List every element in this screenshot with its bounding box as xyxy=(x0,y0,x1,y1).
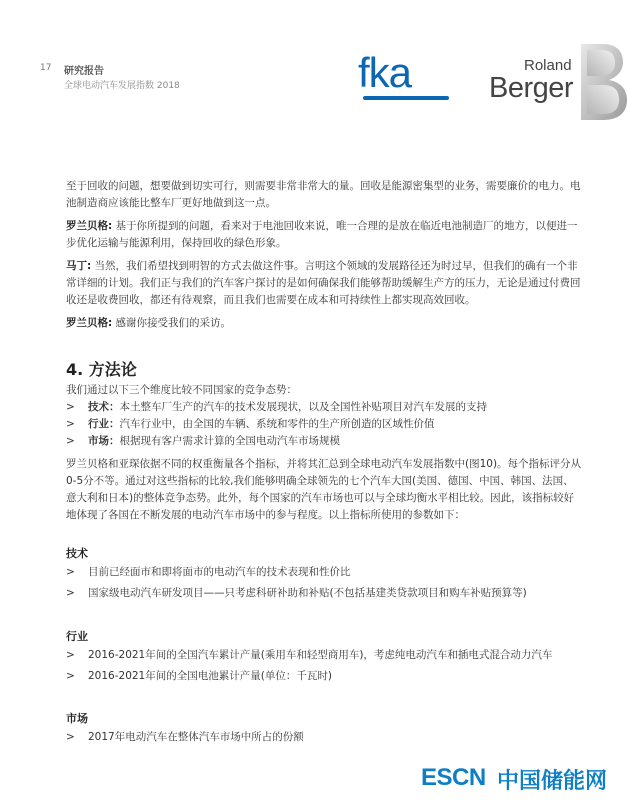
param-list-tech xyxy=(66,564,584,602)
param-item xyxy=(66,564,584,581)
dimension-term: 行业 xyxy=(88,418,109,430)
interview-paragraph xyxy=(66,178,584,212)
dimension-term: 技术 xyxy=(88,401,109,413)
report-label: 研究报告 xyxy=(64,66,104,77)
interview-paragraph: 罗兰贝格: 基于你所提到的问题，看来对于电池回收来说，唯一合理的是放在临近电池制造厂的地方，以便进一步优化运输与能源利用，保持回收的绿色形象。 xyxy=(66,220,578,249)
param-item xyxy=(66,668,584,685)
page-number: 17 xyxy=(40,63,52,73)
param-text: 2016-2021年间的全国汽车累计产量(乘用车和轻型商用车)，考虑纯电动汽车和插电式混合动力汽车 xyxy=(88,649,553,661)
roland-berger-b-icon xyxy=(581,44,627,120)
roland-berger-logo-line1: Roland xyxy=(524,57,572,74)
param-heading-market: 市场 xyxy=(66,712,88,725)
report-subtitle: 全球电动汽车发展指数 2018 xyxy=(64,81,180,91)
param-heading-industry: 行业 xyxy=(66,630,88,643)
site-watermark: 中国储能网 xyxy=(497,769,608,794)
bullet-marker: > xyxy=(66,670,75,682)
fka-logo-underline xyxy=(363,96,449,100)
dimension-item: > 市场：根据现有客户需求计算的全国电动汽车市场规模 xyxy=(66,433,584,450)
bullet-marker: > xyxy=(66,649,75,661)
dimension-desc: 本土整车厂生产的汽车的技术发展现状，以及全国性补贴项目对汽车发展的支持 xyxy=(119,401,487,413)
escn-watermark: ESCN xyxy=(421,764,486,791)
param-item xyxy=(66,647,584,664)
param-text: 目前已经面市和即将面市的电动汽车的技术表现和性价比 xyxy=(88,566,351,578)
methodology-paragraph: 罗兰贝格和亚琛依据不同的权重衡量各个指标，并将其汇总到全球电动汽车发展指数中(图10)。每个指标评分从0-5分不等。通过对这些指标的比较,我们能够明确全球领先的七个汽车大国(美国、德国、中国、韩国、法国、意大利和日本)的整体竞争态势。此外，每个国家的汽车市场也可以与全球均衡水平相比较。因此，该指标较好地体现了各国在不断发展的电动汽车市场中的参与程度。以上指标所使用的参数如下： xyxy=(66,458,582,521)
bullet-marker: > xyxy=(66,435,75,447)
speaker-name: 罗兰贝格 xyxy=(66,317,108,329)
dimension-desc: 汽车行业中，由全国的车辆、系统和零件的生产所创造的区域性价值 xyxy=(119,418,435,430)
section-title: 方法论 xyxy=(88,360,137,379)
section-heading xyxy=(66,357,137,380)
section-number: 4. xyxy=(66,360,84,379)
interview-text: 感谢你接受我们的采访。 xyxy=(115,317,232,329)
page-header xyxy=(0,0,630,130)
dimension-desc: 根据现有客户需求计算的全国电动汽车市场规模 xyxy=(119,435,340,447)
param-text: 国家级电动汽车研发项目——只考虑科研补助和补贴(不包括基建类贷款项目和购车补贴预算等) xyxy=(88,587,527,599)
param-text: 2016-2021年间的全国电池累计产量(单位：千瓦时) xyxy=(88,670,332,682)
interview-text: 基于你所提到的问题，看来对于电池回收来说，唯一合理的是放在临近电池制造厂的地方，以便进一步优化运输与能源利用，保持回收的绿色形象。 xyxy=(66,220,578,249)
param-heading-tech: 技术 xyxy=(66,547,88,560)
methodology-intro: 我们通过以下三个维度比较不同国家的竞争态势： xyxy=(66,384,297,396)
interview-paragraph: 马丁: 当然，我们希望找到明智的方式去做这件事。言明这个领域的发展路径还为时过早，但我们的确有一个非常详细的计划。我们正与我们的汽车客户探讨的是如何确保我们能够帮助缓解生产方的压力，无论是通过付费回收还是收费回收，都还有待观察，而且我们也需要在成本和可持续性上都实现高效回收。 xyxy=(66,260,581,306)
bullet-marker: > xyxy=(66,587,75,599)
param-item xyxy=(66,729,584,746)
speaker-name: 罗兰贝格 xyxy=(66,220,108,232)
fka-logo: fka xyxy=(358,49,412,96)
bullet-marker: > xyxy=(66,418,75,430)
dimension-item: > 技术：本土整车厂生产的汽车的技术发展现状，以及全国性补贴项目对汽车发展的支持 xyxy=(66,399,584,416)
param-text: 2017年电动汽车在整体汽车市场中所占的份额 xyxy=(88,731,304,743)
bullet-marker: > xyxy=(66,566,75,578)
methodology-section xyxy=(66,382,584,530)
param-list-industry xyxy=(66,647,584,685)
param-item xyxy=(66,585,584,602)
interview-paragraph: 罗兰贝格: 感谢你接受我们的采访。 xyxy=(66,317,232,329)
dimension-term: 市场 xyxy=(88,435,109,447)
param-list-market xyxy=(66,729,584,746)
bullet-marker: > xyxy=(66,401,75,413)
speaker-name: 马丁 xyxy=(66,260,87,272)
roland-berger-logo-line2: Berger xyxy=(489,72,574,104)
bullet-marker: > xyxy=(66,731,75,743)
dimension-item: > 行业：汽车行业中，由全国的车辆、系统和零件的生产所创造的区域性价值 xyxy=(66,416,584,433)
interview-section xyxy=(66,178,584,338)
interview-text: 至于回收的问题，想要做到切实可行，则需要非常非常大的量。回收是能源密集型的业务，需要廉价的电力。电池制造商应该能比整车厂更好地做到这一点。 xyxy=(66,180,581,209)
interview-text: 当然，我们希望找到明智的方式去做这件事。言明这个领域的发展路径还为时过早，但我们的确有一个非常详细的计划。我们正与我们的汽车客户探讨的是如何确保我们能够帮助缓解生产方的压力，无论是通过付费回收还是收费回收，都还有待观察，而且我们也需要在成本和可持续性上都实现高效回收。 xyxy=(66,260,581,306)
